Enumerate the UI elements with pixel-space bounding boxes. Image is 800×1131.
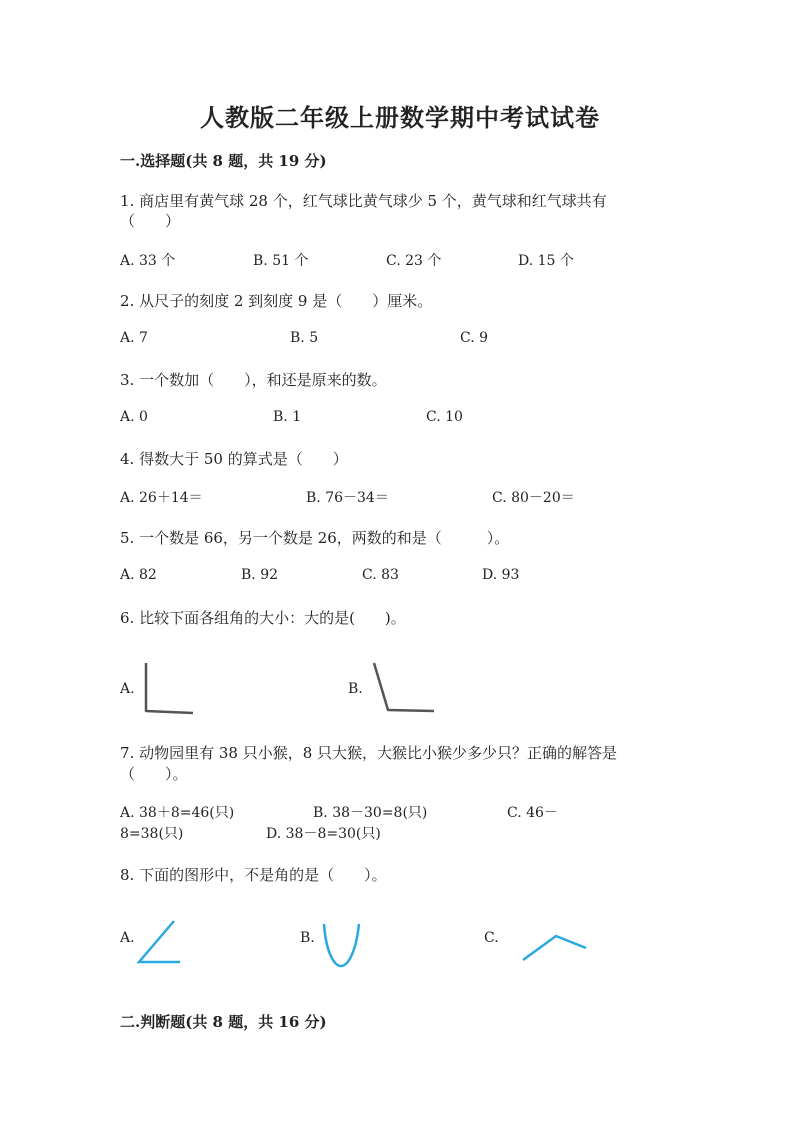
- option-3a: A. 0: [120, 409, 148, 425]
- option-6b: B.: [348, 681, 363, 697]
- question-8-text: 8. 下面的图形中，不是角的是（ ）。: [120, 866, 387, 884]
- question-5-text: 5. 一个数是 66，另一个数是 26，两数的和是（ ）。: [120, 529, 510, 547]
- question-7-blank: （ ）。: [120, 765, 188, 783]
- option-1d: D. 15 个: [518, 253, 574, 269]
- option-2c: C. 9: [460, 330, 489, 346]
- option-3c: C. 10: [426, 409, 463, 425]
- option-6a: A.: [120, 681, 135, 697]
- option-7a: A. 38＋8=46(只): [120, 805, 235, 821]
- option-1b: B. 51 个: [253, 253, 309, 269]
- section-heading-choice: 一.选择题(共 8 题，共 19 分): [120, 152, 327, 170]
- section-heading-judgement: 二.判断题(共 8 题，共 16 分): [120, 1013, 327, 1031]
- obtuse-angle-shape-figure: [520, 930, 590, 964]
- option-4a: A. 26＋14＝: [120, 490, 203, 506]
- option-4b: B. 76－34＝: [306, 490, 389, 506]
- angle-shape-figure: [136, 918, 184, 968]
- option-3b: B. 1: [273, 409, 302, 425]
- option-8a: A.: [120, 930, 135, 946]
- option-8c: C.: [484, 930, 499, 946]
- question-2-text: 2. 从尺子的刻度 2 到刻度 9 是（ ）厘米。: [120, 292, 433, 310]
- question-4-text: 4. 得数大于 50 的算式是（ ）: [120, 450, 348, 468]
- option-5a: A. 82: [120, 567, 157, 583]
- question-1-blank: （ ）: [120, 212, 181, 230]
- option-7c-continued: 8=38(只): [120, 826, 184, 842]
- question-3-text: 3. 一个数加（ ），和还是原来的数。: [120, 371, 387, 389]
- option-5d: D. 93: [482, 567, 520, 583]
- option-4c: C. 80－20＝: [492, 490, 575, 506]
- curve-shape-figure: [320, 922, 364, 970]
- right-angle-figure: [140, 660, 200, 720]
- question-6-text: 6. 比较下面各组角的大小：大的是( )。: [120, 609, 406, 627]
- page-title: 人教版二年级上册数学期中考试试卷: [200, 103, 600, 132]
- option-8b: B.: [300, 930, 315, 946]
- obtuse-angle-figure: [368, 660, 438, 720]
- option-5c: C. 83: [362, 567, 399, 583]
- option-7c: C. 46－: [507, 805, 558, 821]
- option-7b: B. 38－30=8(只): [313, 805, 428, 821]
- option-7d: D. 38－8=30(只): [266, 826, 381, 842]
- question-1-text: 1. 商店里有黄气球 28 个，红气球比黄气球少 5 个，黄气球和红气球共有: [120, 192, 607, 210]
- option-1c: C. 23 个: [386, 253, 442, 269]
- question-7-text: 7. 动物园里有 38 只小猴，8 只大猴，大猴比小猴少多少只？正确的解答是: [120, 744, 618, 762]
- option-1a: A. 33 个: [120, 253, 176, 269]
- option-2b: B. 5: [290, 330, 319, 346]
- option-2a: A. 7: [120, 330, 148, 346]
- option-5b: B. 92: [241, 567, 279, 583]
